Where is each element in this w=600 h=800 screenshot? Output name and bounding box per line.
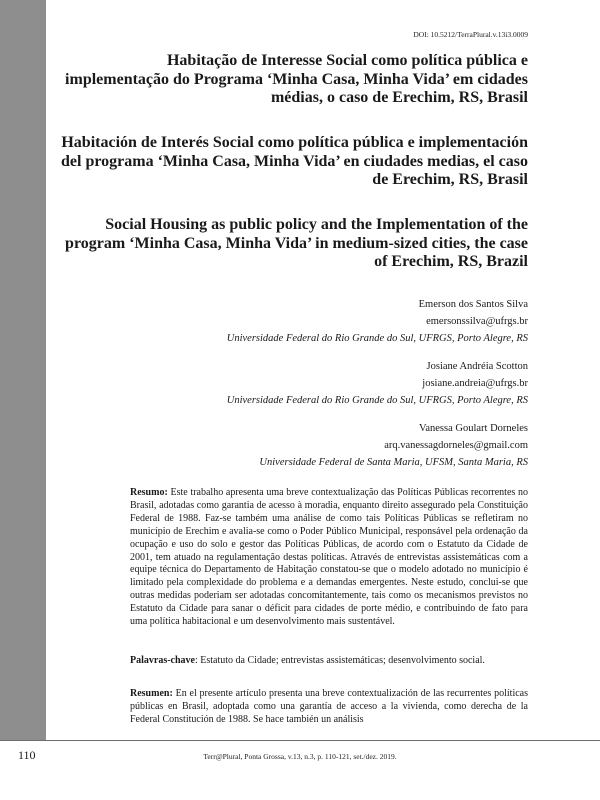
author-affiliation: Universidade Federal do Rio Grande do Sul, UFRGS, Porto Alegre, RS	[226, 333, 528, 344]
author-email[interactable]: josiane.andreia@ufrgs.br	[422, 378, 528, 389]
title-spanish: Habitación de Interés Social como política pública e implementación del programa ‘Minha Casa, Minha Vida’ en ciudades medias, el caso de Erechim, RS, Brasil	[61, 134, 528, 188]
title-portuguese: Habitação de Interesse Social como política pública e implementação do Programa ‘Minha Casa, Minha Vida’ em cidades médias, o caso de Erechim, RS, Brasil	[65, 52, 528, 106]
author-name: Vanessa Goulart Dorneles	[418, 423, 528, 434]
author-name: Emerson dos Santos Silva	[418, 299, 528, 310]
author-block	[108, 420, 528, 471]
author-block	[108, 358, 528, 409]
abstract-label: Resumo:	[130, 487, 168, 498]
author-affiliation: Universidade Federal do Rio Grande do Sul, UFRGS, Porto Alegre, RS	[226, 395, 528, 406]
doi-label[interactable]: DOI: 10.5212/TerraPlural.v.13i3.0009	[413, 30, 528, 39]
keywords-text: : Estatuto da Cidade; entrevistas assistemáticas; desenvolvimento social.	[195, 655, 485, 666]
abstract-spanish	[130, 688, 528, 727]
abstract-text: Este trabalho apresenta uma breve contextualização das Políticas Públicas recorrentes no Brasil, adotadas como garantia de acesso à moradia, enquanto direito assegurado pela Constituição Federal de 1988. Faz-se também uma análise de como tais Políticas Públicas se refletiram no município de Erechim e avalia-se como o Poder Público Municipal, responsável pela ordenação da ocupação e uso do solo e gestor das Políticas Públicas, de acordo com o Estatuto da Cidade de 2001, tem atuado na regulamentação destas políticas. Através de entrevistas assistemáticas com a equipe técnica do Departamento de Habitação constatou-se que o modelo adotado no município é limitado pela complexidade do problema e a demandas emergentes. Neste estudo, conclui-se que outras medidas poderiam ser adotadas concomitantemente, tais como os mecanismos previstos no Estatuto da Cidade para sanar o déficit para cidades de porte médio, e contribuindo de fato para uma política habitacional e um desenvolvimento mais sustentável.	[130, 487, 529, 628]
author-block	[108, 296, 528, 347]
keywords-label: Palavras-chave	[130, 655, 195, 666]
page-side-band	[0, 0, 46, 740]
author-email[interactable]: arq.vanessagdorneles@gmail.com	[384, 440, 528, 451]
author-list	[108, 296, 528, 482]
title-english: Social Housing as public policy and the Implementation of the program ‘Minha Casa, Minha Vida’ in medium-sized cities, the case of Erechim, RS, Brazil	[65, 216, 528, 270]
journal-citation: Terr@Plural, Ponta Grossa, v.13, n.3, p. 110-121, set./dez. 2019.	[203, 752, 397, 761]
keywords	[130, 655, 528, 668]
abstract-label: Resumen:	[130, 688, 173, 699]
abstract-portuguese	[130, 487, 528, 629]
author-name: Josiane Andréia Scotton	[426, 361, 528, 372]
abstract-text: En el presente artículo presenta una breve contextualización de las recurrentes políticas públicas en Brasil, adoptada como una garantía de acceso a la vivienda, como derecha de la Federal Constitución de 1988. Se hace también un análisis	[130, 688, 528, 725]
page-number: 110	[18, 748, 36, 762]
author-email[interactable]: emersonssilva@ufrgs.br	[426, 316, 528, 327]
author-affiliation: Universidade Federal de Santa Maria, UFSM, Santa Maria, RS	[259, 457, 528, 468]
footer-divider	[0, 740, 600, 741]
